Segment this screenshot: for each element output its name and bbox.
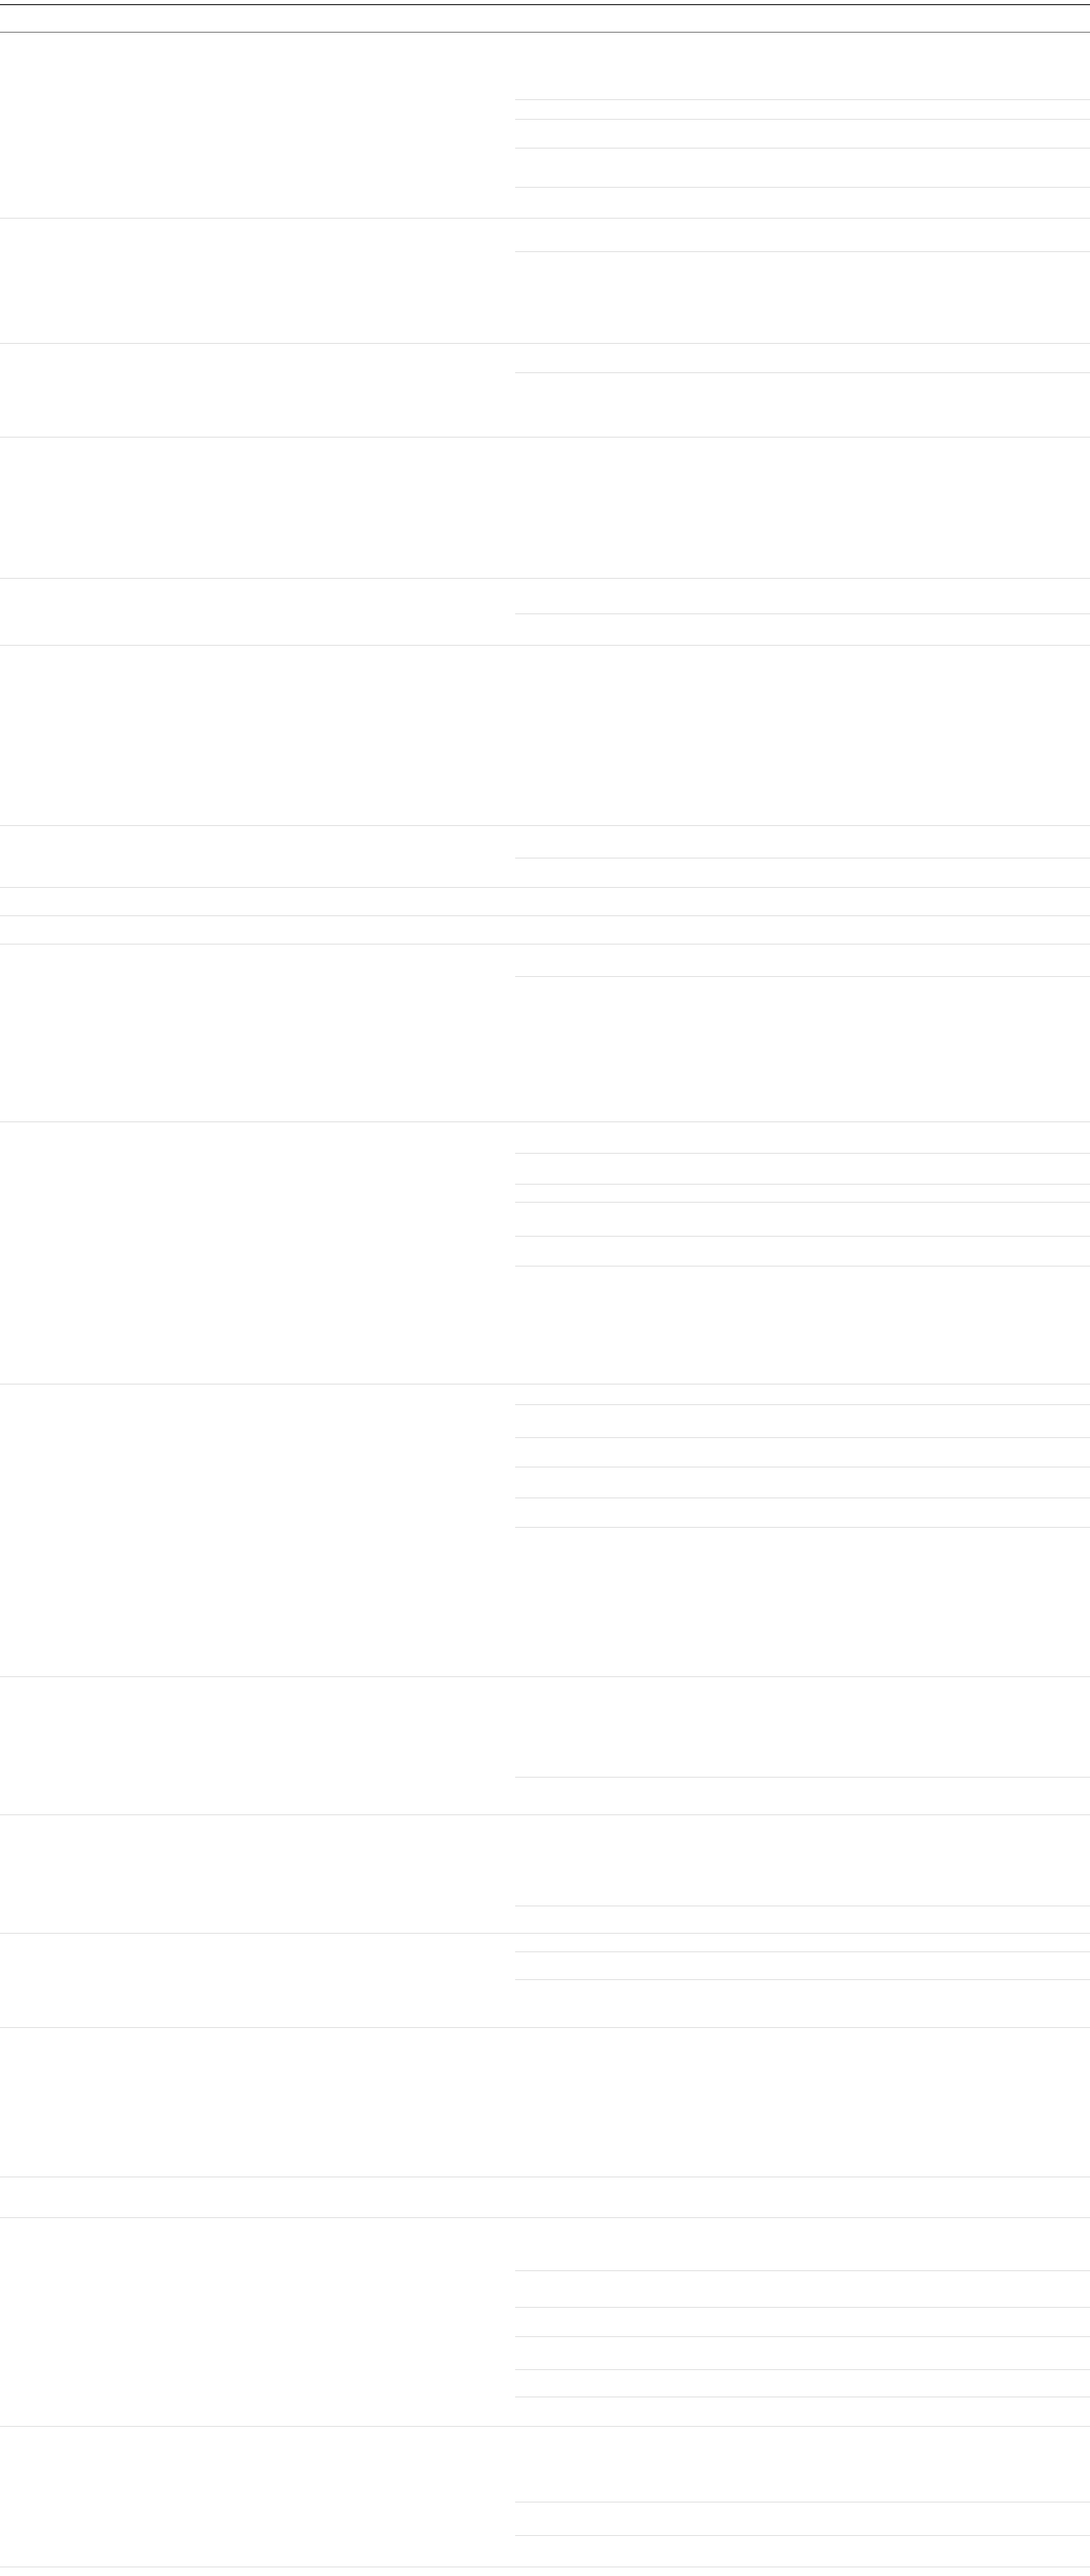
group-separator xyxy=(0,343,515,344)
row-separator xyxy=(515,2270,1090,2271)
row-separator xyxy=(515,1933,1090,1934)
group-separator xyxy=(0,2217,515,2218)
group-separator xyxy=(0,645,515,646)
row-separator xyxy=(515,2369,1090,2370)
row-separator xyxy=(515,343,1090,344)
row-separator xyxy=(515,645,1090,646)
row-separator xyxy=(515,2307,1090,2308)
row-separator xyxy=(515,1404,1090,1405)
row-separator xyxy=(515,2217,1090,2218)
row-separator xyxy=(515,119,1090,120)
group-separator xyxy=(0,887,515,888)
row-separator xyxy=(515,1527,1090,1528)
group-separator xyxy=(0,578,515,579)
group-separator xyxy=(0,2426,515,2427)
row-separator xyxy=(515,976,1090,977)
row-separator xyxy=(515,187,1090,188)
row-separator xyxy=(515,2426,1090,2427)
row-separator xyxy=(515,578,1090,579)
row-separator xyxy=(515,2535,1090,2536)
group-separator xyxy=(0,1676,515,1677)
row-separator xyxy=(515,825,1090,826)
row-separator xyxy=(515,1153,1090,1154)
table-top-rule xyxy=(0,4,1090,5)
row-separator xyxy=(515,1437,1090,1438)
row-separator xyxy=(515,99,1090,100)
row-separator xyxy=(515,2027,1090,2028)
group-separator xyxy=(0,825,515,826)
row-separator xyxy=(515,251,1090,252)
group-separator xyxy=(0,1933,515,1934)
row-separator xyxy=(515,887,1090,888)
row-separator xyxy=(515,1676,1090,1677)
group-separator xyxy=(0,2027,515,2028)
row-separator xyxy=(515,372,1090,373)
row-separator xyxy=(515,1979,1090,1980)
row-separator xyxy=(515,2336,1090,2337)
